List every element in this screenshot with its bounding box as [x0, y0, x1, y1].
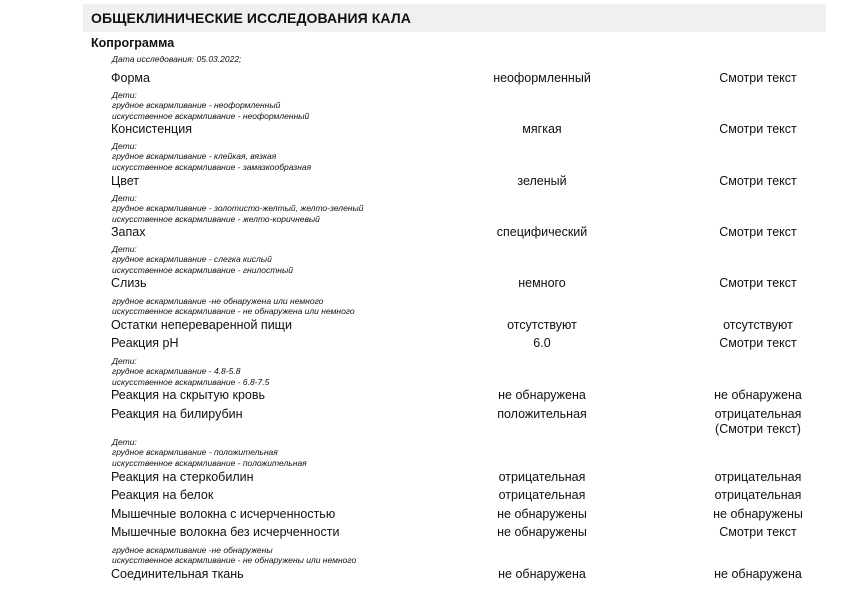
reference-value: Смотри текст — [719, 174, 797, 188]
result-value: не обнаружена — [498, 567, 586, 581]
reference-note-line: грудное вскармливание - клейкая, вязкая — [112, 151, 277, 162]
reference-value: Смотри текст — [719, 71, 797, 85]
reference-note — [112, 141, 311, 172]
reference-note-line: грудное вскармливание - положительная — [112, 447, 278, 458]
reference-value: Смотри текст — [719, 122, 797, 136]
parameter-name: Мышечные волокна с исчерченностью — [111, 507, 336, 521]
parameter-name: Цвет — [111, 174, 140, 188]
result-row — [0, 276, 866, 294]
result-value: неоформленный — [493, 71, 591, 85]
parameter-name: Соединительная ткань — [111, 567, 244, 581]
result-row — [0, 525, 866, 543]
result-value: немного — [518, 276, 566, 290]
parameter-name: Реакция на стеркобилин — [111, 470, 254, 484]
reference-value: Смотри текст — [719, 276, 797, 290]
reference-note — [112, 437, 307, 468]
parameter-name: Реакция pH — [111, 336, 179, 350]
result-value: зеленый — [517, 174, 567, 188]
reference-value: не обнаружены — [713, 507, 803, 521]
reference-value: не обнаружена — [714, 388, 802, 402]
reference-note-line: грудное вскармливание -не обнаружена или немного — [112, 296, 324, 306]
result-row — [0, 336, 866, 354]
reference-value: отрицательная — [714, 470, 802, 484]
reference-note — [112, 244, 293, 275]
result-row — [0, 567, 866, 585]
result-row — [0, 507, 866, 525]
reference-note-line: искусственное вскармливание - не обнаружены или немного — [112, 555, 357, 566]
result-row — [0, 174, 866, 192]
report-title: ОБЩЕКЛИНИЧЕСКИЕ ИССЛЕДОВАНИЯ КАЛА — [91, 10, 411, 26]
report-header — [83, 4, 826, 32]
reference-note-line: искусственное вскармливание - желто-коричневый — [112, 213, 320, 224]
reference-note — [112, 193, 363, 224]
result-row — [0, 71, 866, 89]
reference-note-line: искусственное вскармливание - 6.8-7.5 — [112, 376, 270, 387]
result-value: 6.0 — [533, 336, 551, 350]
reference-note-line: искусственное вскармливание - гнилостный — [112, 264, 293, 275]
reference-note-line: Дети: — [112, 356, 137, 366]
reference-note-line: грудное вскармливание - неоформленный — [112, 100, 281, 111]
section-title: Копрограмма — [91, 36, 175, 50]
reference-value: Смотри текст — [719, 525, 797, 539]
result-value: отсутствуют — [507, 318, 577, 332]
result-value: не обнаружены — [497, 507, 587, 521]
study-date: Дата исследования: 05.03.2022; — [112, 54, 242, 64]
result-value: специфический — [496, 225, 588, 239]
parameter-name: Мышечные волокна без исчерченности — [111, 525, 340, 539]
reference-note-line: Дети: — [112, 244, 137, 254]
parameter-name: Слизь — [111, 276, 147, 290]
reference-note-line: Дети: — [112, 193, 137, 203]
result-row — [0, 318, 866, 336]
reference-note — [112, 545, 356, 566]
parameter-name: Запах — [111, 225, 146, 239]
result-row — [0, 488, 866, 506]
parameter-name: Реакция на скрытую кровь — [111, 388, 266, 402]
result-value: отрицательная — [498, 470, 586, 484]
reference-note — [112, 296, 355, 317]
parameter-name: Реакция на белок — [111, 488, 214, 502]
result-row — [0, 407, 866, 436]
reference-note-line: искусственное вскармливание - замазкообразная — [112, 161, 312, 172]
reference-note-line: Дети: — [112, 437, 137, 447]
reference-note-line: искусственное вскармливание - не обнаружена или немного — [112, 306, 355, 317]
reference-note-line: грудное вскармливание - слегка кислый — [112, 254, 272, 265]
result-value: мягкая — [522, 122, 562, 136]
reference-note-line: Дети: — [112, 90, 137, 100]
reference-value: отсутствуют — [723, 318, 793, 332]
parameter-name: Консистенция — [111, 122, 192, 136]
parameter-name: Форма — [111, 71, 150, 85]
result-row — [0, 388, 866, 406]
result-value: отрицательная — [498, 488, 586, 502]
parameter-name: Остатки непереваренной пищи — [111, 318, 292, 332]
result-row — [0, 470, 866, 488]
reference-note — [112, 356, 269, 387]
result-value: не обнаружена — [498, 388, 586, 402]
reference-value: Смотри текст — [719, 225, 797, 239]
result-value: не обнаружены — [497, 525, 587, 539]
result-value: положительная — [497, 407, 587, 421]
result-row — [0, 225, 866, 243]
reference-note-line: Дети: — [112, 141, 137, 151]
reference-value: отрицательная (Смотри текст) — [714, 407, 802, 436]
reference-note-line: искусственное вскармливание - неоформленный — [112, 110, 310, 121]
reference-note — [112, 90, 309, 121]
parameter-name: Реакция на билирубин — [111, 407, 243, 421]
reference-value: Смотри текст — [719, 336, 797, 350]
reference-value: не обнаружена — [714, 567, 802, 581]
reference-note-line: грудное вскармливание -не обнаружены — [112, 545, 273, 555]
reference-note-line: грудное вскармливание - 4.8-5.8 — [112, 366, 241, 377]
reference-note-line: искусственное вскармливание - положительная — [112, 457, 307, 468]
result-row — [0, 122, 866, 140]
reference-note-line: грудное вскармливание - золотисто-желтый, желто-зеленый — [112, 203, 364, 214]
reference-value: отрицательная — [714, 488, 802, 502]
